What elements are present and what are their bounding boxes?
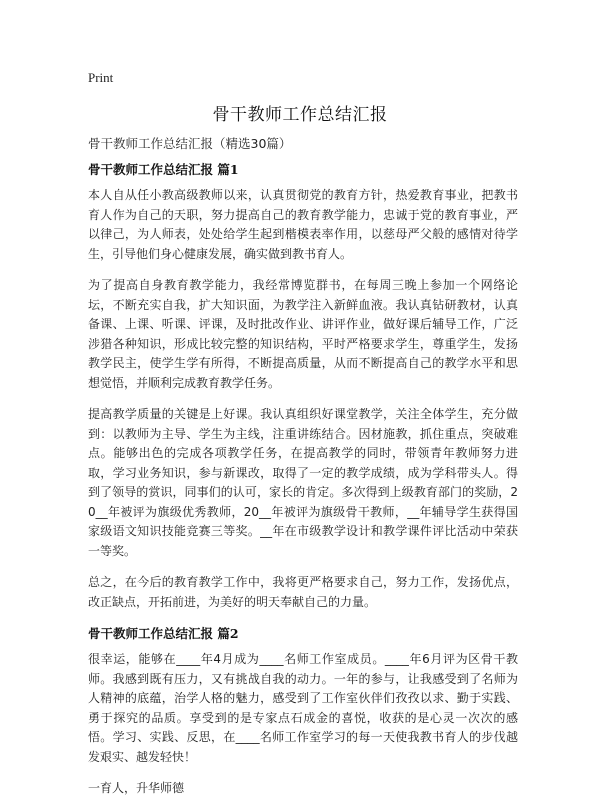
page-title: 骨干教师工作总结汇报 [212,105,388,125]
document-body [88,160,518,811]
paragraph: 总之，在今后的教育教学工作中，我将更严格要求自己，努力工作，发扬优点，改正缺点，开拓前进，为美好的明天奉献自己的力量。 [88,575,518,609]
paragraph: 一育人，升华师德 [88,781,185,795]
document-subtitle: 骨干教师工作总结汇报（精选30篇） [88,136,292,151]
paragraph: 很幸运，能够在____年4月成为____名师工作室成员。____年6月评为区骨干教师。我感到既有压力，又有挑战自我的动力。一年的参与，让我感受到了名师为人精神的底蕴，治学人格的魅力，感受到了工作室伙伴们孜孜以求、勤于实践、勇于探究的品质。享受到的是专家点石成金的喜悦，收获的是心灵一次次的感悟。学习、实践、反思，在____名师工作室学习的每一天使我教书育人的步伐越发艰实、越发轻快！ [88,652,518,764]
print-label[interactable]: Print [88,70,114,85]
section-heading: 骨干教师工作总结汇报 篇2 [88,626,239,641]
section-1 [88,160,518,612]
paragraph: 提高教学质量的关键是上好课。我认真组织好课堂教学，关注全体学生，充分做到：以教师为主导、学生为主线，注重讲练结合。因材施教，抓住重点，突破难点。能够出色的完成各项教学任务，在提高教学的同时，带领青年教师努力进取，学习业务知识，参与新课改，取得了一定的教学成绩，成为学科带头人。得到了领导的赏识，同事们的认可，家长的肯定。多次得到上级教育部门的奖励，20__年被评为旗级优秀教师，20__年被评为旗级骨干教师，__年辅导学生获得国家级语文知识技能竞赛三等奖。__年在市级教学设计和教学课件评比活动中荣获一等奖。 [88,407,518,558]
section-2 [88,624,518,799]
paragraph: 本人自从任小教高级教师以来，认真贯彻党的教育方针，热爱教育事业，把教书育人作为自己的天职，努力提高自己的教育教学能力，忠诚于党的教育事业，严以律己，为人师表，处处给学生起到楷模表率作用，以慈母严父般的感情对待学生，引导他们身心健康发展，确实做到教书育人。 [88,188,518,261]
section-heading: 骨干教师工作总结汇报 篇1 [88,162,239,177]
paragraph: 为了提高自身教育教学能力，我经常博览群书，在每周三晚上参加一个网络论坛，不断充实自我，扩大知识面，为教学注入新鲜血液。我认真钻研教材，认真备课、上课、听课、评课，及时批改作业、讲评作业，做好课后辅导工作，广泛涉猎各种知识，形成比较完整的知识结构，平时严格要求学生，尊重学生，发扬教学民主，使学生学有所得，不断提高质量，从而不断提高自己的教学水平和思想觉悟，并顺利完成教育教学任务。 [88,278,518,390]
